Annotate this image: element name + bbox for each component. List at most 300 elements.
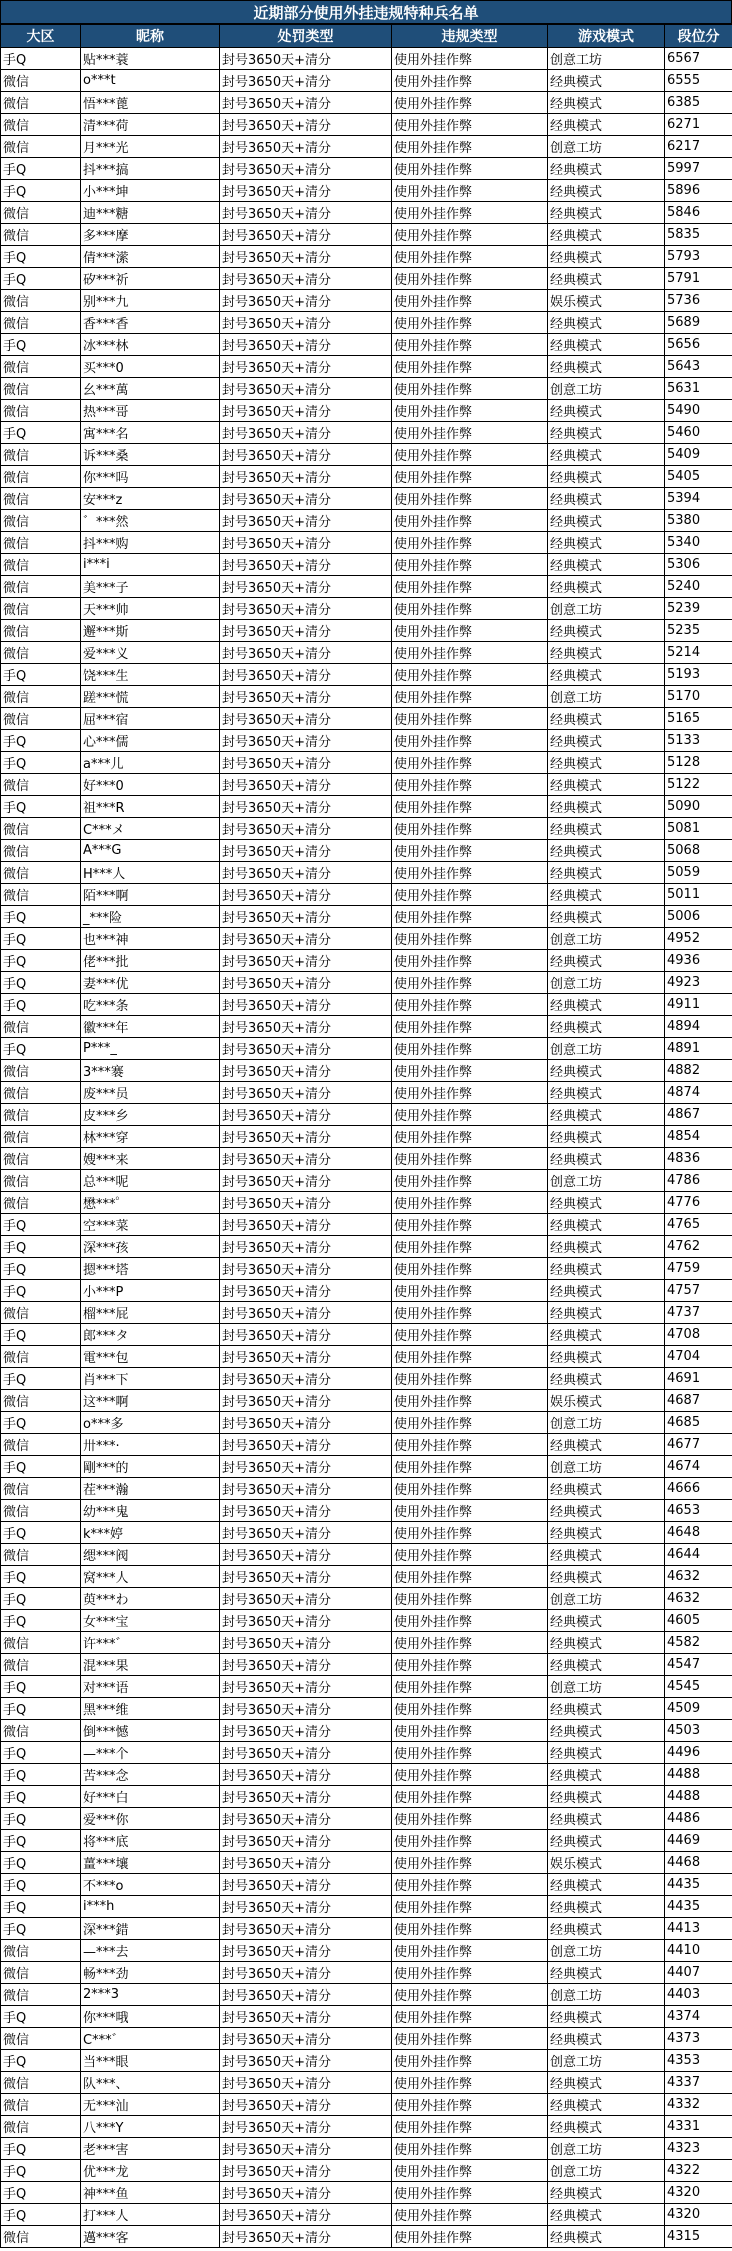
cell-violation: 使用外挂作弊 — [392, 576, 548, 598]
cell-violation: 使用外挂作弊 — [392, 1412, 548, 1434]
cell-score: 4708 — [665, 1324, 732, 1346]
cell-region: 手Q — [1, 2138, 81, 2160]
cell-mode: 创意工坊 — [548, 1588, 665, 1610]
cell-nickname: 小***P — [81, 1280, 220, 1302]
table-row — [1, 1324, 732, 1346]
cell-mode: 创意工坊 — [548, 378, 665, 400]
cell-score: 5835 — [665, 224, 732, 246]
cell-nickname: 幺***萬 — [81, 378, 220, 400]
cell-penalty: 封号3650天+清分 — [220, 1346, 392, 1368]
cell-region: 手Q — [1, 1566, 81, 1588]
table-row — [1, 1192, 732, 1214]
cell-nickname: 抖***搞 — [81, 158, 220, 180]
table-row — [1, 422, 732, 444]
cell-score: 4323 — [665, 2138, 732, 2160]
cell-score: 4320 — [665, 2204, 732, 2226]
cell-region: 微信 — [1, 2094, 81, 2116]
cell-nickname: 2***3 — [81, 1984, 220, 2006]
cell-region: 手Q — [1, 752, 81, 774]
cell-penalty: 封号3650天+清分 — [220, 1478, 392, 1500]
table-row — [1, 1148, 732, 1170]
cell-violation: 使用外挂作弊 — [392, 400, 548, 422]
cell-nickname: 打***人 — [81, 2204, 220, 2226]
cell-region: 手Q — [1, 994, 81, 1016]
cell-nickname: 迪***糖 — [81, 202, 220, 224]
cell-nickname: 清***荷 — [81, 114, 220, 136]
cell-score: 4486 — [665, 1808, 732, 1830]
table-row — [1, 1104, 732, 1126]
cell-score: 5006 — [665, 906, 732, 928]
cell-mode: 经典模式 — [548, 1742, 665, 1764]
cell-mode: 经典模式 — [548, 1808, 665, 1830]
cell-nickname: o***t — [81, 70, 220, 92]
cell-violation: 使用外挂作弊 — [392, 1522, 548, 1544]
cell-mode: 经典模式 — [548, 1786, 665, 1808]
cell-nickname: 好***白 — [81, 1786, 220, 1808]
cell-score: 5409 — [665, 444, 732, 466]
cell-mode: 经典模式 — [548, 840, 665, 862]
cell-penalty: 封号3650天+清分 — [220, 1412, 392, 1434]
cell-score: 5240 — [665, 576, 732, 598]
cell-nickname: 也***神 — [81, 928, 220, 950]
cell-mode: 经典模式 — [548, 1324, 665, 1346]
cell-nickname: 幼***鬼 — [81, 1500, 220, 1522]
cell-penalty: 封号3650天+清分 — [220, 862, 392, 884]
cell-mode: 经典模式 — [548, 1302, 665, 1324]
cell-mode: 创意工坊 — [548, 2050, 665, 2072]
cell-violation: 使用外挂作弊 — [392, 180, 548, 202]
cell-score: 6271 — [665, 114, 732, 136]
cell-violation: 使用外挂作弊 — [392, 928, 548, 950]
cell-penalty: 封号3650天+清分 — [220, 1192, 392, 1214]
cell-score: 5631 — [665, 378, 732, 400]
cell-mode: 经典模式 — [548, 2116, 665, 2138]
table-row — [1, 994, 732, 1016]
cell-nickname: 卅***· — [81, 1434, 220, 1456]
cell-violation: 使用外挂作弊 — [392, 2028, 548, 2050]
cell-penalty: 封号3650天+清分 — [220, 576, 392, 598]
cell-nickname: 深***錯 — [81, 1918, 220, 1940]
cell-mode: 经典模式 — [548, 818, 665, 840]
table-row — [1, 1742, 732, 1764]
table-body — [1, 48, 732, 2248]
table-row — [1, 2050, 732, 2072]
cell-mode: 经典模式 — [548, 1258, 665, 1280]
cell-violation: 使用外挂作弊 — [392, 1148, 548, 1170]
cell-penalty: 封号3650天+清分 — [220, 554, 392, 576]
cell-penalty: 封号3650天+清分 — [220, 1984, 392, 2006]
cell-mode: 创意工坊 — [548, 1984, 665, 2006]
table-row — [1, 1676, 732, 1698]
cell-nickname: 小***坤 — [81, 180, 220, 202]
table-row — [1, 356, 732, 378]
cell-mode: 经典模式 — [548, 1060, 665, 1082]
cell-score: 5165 — [665, 708, 732, 730]
cell-score: 4674 — [665, 1456, 732, 1478]
table-row — [1, 818, 732, 840]
cell-nickname: 废***员 — [81, 1082, 220, 1104]
cell-violation: 使用外挂作弊 — [392, 1896, 548, 1918]
cell-mode: 经典模式 — [548, 1434, 665, 1456]
cell-score: 5193 — [665, 664, 732, 686]
cell-penalty: 封号3650天+清分 — [220, 488, 392, 510]
table-row — [1, 488, 732, 510]
table-row — [1, 1698, 732, 1720]
cell-region: 微信 — [1, 532, 81, 554]
cell-mode: 创意工坊 — [548, 48, 665, 70]
cell-violation: 使用外挂作弊 — [392, 708, 548, 730]
cell-violation: 使用外挂作弊 — [392, 1852, 548, 1874]
cell-region: 手Q — [1, 158, 81, 180]
header-violation: 违规类型 — [392, 25, 548, 48]
cell-region: 手Q — [1, 1214, 81, 1236]
table-row — [1, 158, 732, 180]
cell-nickname: C***メ — [81, 818, 220, 840]
cell-region: 微信 — [1, 576, 81, 598]
cell-region: 手Q — [1, 1764, 81, 1786]
cell-region: 微信 — [1, 1126, 81, 1148]
cell-violation: 使用外挂作弊 — [392, 1654, 548, 1676]
cell-penalty: 封号3650天+清分 — [220, 1126, 392, 1148]
cell-score: 5239 — [665, 598, 732, 620]
cell-penalty: 封号3650天+清分 — [220, 1544, 392, 1566]
cell-region: 微信 — [1, 510, 81, 532]
cell-region: 手Q — [1, 1368, 81, 1390]
cell-nickname: 吃***条 — [81, 994, 220, 1016]
cell-penalty: 封号3650天+清分 — [220, 48, 392, 70]
cell-region: 手Q — [1, 48, 81, 70]
cell-score: 4373 — [665, 2028, 732, 2050]
cell-nickname: 心***儒 — [81, 730, 220, 752]
cell-nickname: 冰***林 — [81, 334, 220, 356]
cell-nickname: 窝***人 — [81, 1566, 220, 1588]
cell-violation: 使用外挂作弊 — [392, 1038, 548, 1060]
cell-nickname: 林***穿 — [81, 1126, 220, 1148]
cell-violation: 使用外挂作弊 — [392, 1258, 548, 1280]
cell-violation: 使用外挂作弊 — [392, 202, 548, 224]
cell-violation: 使用外挂作弊 — [392, 642, 548, 664]
cell-nickname: C***゛ — [81, 2028, 220, 2050]
cell-penalty: 封号3650天+清分 — [220, 334, 392, 356]
cell-violation: 使用外挂作弊 — [392, 2138, 548, 2160]
cell-nickname: ゛***然 — [81, 510, 220, 532]
cell-region: 手Q — [1, 1830, 81, 1852]
cell-region: 微信 — [1, 1984, 81, 2006]
cell-score: 4509 — [665, 1698, 732, 1720]
table-row — [1, 1346, 732, 1368]
cell-violation: 使用外挂作弊 — [392, 1566, 548, 1588]
cell-mode: 经典模式 — [548, 334, 665, 356]
cell-score: 5059 — [665, 862, 732, 884]
cell-region: 手Q — [1, 1324, 81, 1346]
cell-score: 4737 — [665, 1302, 732, 1324]
cell-violation: 使用外挂作弊 — [392, 1082, 548, 1104]
cell-mode: 经典模式 — [548, 1126, 665, 1148]
table-row — [1, 48, 732, 70]
cell-region: 微信 — [1, 1104, 81, 1126]
cell-nickname: 邁***客 — [81, 2226, 220, 2248]
cell-mode: 经典模式 — [548, 1918, 665, 1940]
cell-penalty: 封号3650天+清分 — [220, 1962, 392, 1984]
cell-mode: 经典模式 — [548, 510, 665, 532]
table-row — [1, 2160, 732, 2182]
cell-score: 5133 — [665, 730, 732, 752]
cell-score: 4648 — [665, 1522, 732, 1544]
cell-mode: 经典模式 — [548, 1830, 665, 1852]
cell-violation: 使用外挂作弊 — [392, 1962, 548, 1984]
cell-mode: 经典模式 — [548, 884, 665, 906]
cell-score: 4923 — [665, 972, 732, 994]
cell-mode: 经典模式 — [548, 576, 665, 598]
table-row — [1, 2138, 732, 2160]
table-row — [1, 1456, 732, 1478]
cell-penalty: 封号3650天+清分 — [220, 1852, 392, 1874]
cell-violation: 使用外挂作弊 — [392, 246, 548, 268]
cell-nickname: 倩***潆 — [81, 246, 220, 268]
cell-mode: 经典模式 — [548, 1896, 665, 1918]
cell-penalty: 封号3650天+清分 — [220, 378, 392, 400]
cell-penalty: 封号3650天+清分 — [220, 1214, 392, 1236]
cell-penalty: 封号3650天+清分 — [220, 1500, 392, 1522]
cell-mode: 经典模式 — [548, 488, 665, 510]
cell-violation: 使用外挂作弊 — [392, 774, 548, 796]
cell-score: 4704 — [665, 1346, 732, 1368]
cell-nickname: 饶***生 — [81, 664, 220, 686]
cell-penalty: 封号3650天+清分 — [220, 664, 392, 686]
table-row — [1, 1544, 732, 1566]
cell-nickname: 抖***购 — [81, 532, 220, 554]
cell-violation: 使用外挂作弊 — [392, 1500, 548, 1522]
cell-region: 手Q — [1, 796, 81, 818]
table-row — [1, 1896, 732, 1918]
table-row — [1, 334, 732, 356]
cell-nickname: 電***包 — [81, 1346, 220, 1368]
cell-nickname: i***i — [81, 554, 220, 576]
cell-nickname: a***儿 — [81, 752, 220, 774]
cell-mode: 经典模式 — [548, 70, 665, 92]
cell-score: 5235 — [665, 620, 732, 642]
cell-mode: 经典模式 — [548, 774, 665, 796]
cell-penalty: 封号3650天+清分 — [220, 1654, 392, 1676]
cell-violation: 使用外挂作弊 — [392, 2204, 548, 2226]
cell-penalty: 封号3650天+清分 — [220, 2138, 392, 2160]
cell-violation: 使用外挂作弊 — [392, 48, 548, 70]
cell-penalty: 封号3650天+清分 — [220, 290, 392, 312]
cell-region: 手Q — [1, 1698, 81, 1720]
table-row — [1, 2204, 732, 2226]
cell-mode: 经典模式 — [548, 1214, 665, 1236]
cell-score: 5791 — [665, 268, 732, 290]
cell-mode: 经典模式 — [548, 2226, 665, 2248]
cell-penalty: 封号3650天+清分 — [220, 1148, 392, 1170]
cell-penalty: 封号3650天+清分 — [220, 1258, 392, 1280]
cell-penalty: 封号3650天+清分 — [220, 1522, 392, 1544]
cell-region: 手Q — [1, 2050, 81, 2072]
cell-score: 5011 — [665, 884, 732, 906]
cell-region: 微信 — [1, 290, 81, 312]
cell-violation: 使用外挂作弊 — [392, 1236, 548, 1258]
cell-score: 4545 — [665, 1676, 732, 1698]
cell-region: 微信 — [1, 1170, 81, 1192]
cell-mode: 经典模式 — [548, 1478, 665, 1500]
table-row — [1, 554, 732, 576]
cell-violation: 使用外挂作弊 — [392, 818, 548, 840]
table-row — [1, 840, 732, 862]
table-row — [1, 1610, 732, 1632]
cell-nickname: 贴***蓑 — [81, 48, 220, 70]
cell-penalty: 封号3650天+清分 — [220, 466, 392, 488]
table-row — [1, 290, 732, 312]
cell-nickname: 妻***优 — [81, 972, 220, 994]
cell-mode: 经典模式 — [548, 554, 665, 576]
cell-region: 微信 — [1, 2072, 81, 2094]
cell-nickname: 老***害 — [81, 2138, 220, 2160]
table-row — [1, 224, 732, 246]
cell-region: 微信 — [1, 1016, 81, 1038]
cell-score: 4891 — [665, 1038, 732, 1060]
cell-nickname: 总***呢 — [81, 1170, 220, 1192]
cell-region: 微信 — [1, 708, 81, 730]
cell-region: 微信 — [1, 488, 81, 510]
cell-score: 4469 — [665, 1830, 732, 1852]
table-row — [1, 202, 732, 224]
cell-score: 4488 — [665, 1764, 732, 1786]
cell-penalty: 封号3650天+清分 — [220, 708, 392, 730]
cell-region: 手Q — [1, 1874, 81, 1896]
cell-mode: 创意工坊 — [548, 928, 665, 950]
cell-score: 4854 — [665, 1126, 732, 1148]
cell-region: 微信 — [1, 1632, 81, 1654]
cell-score: 4315 — [665, 2226, 732, 2248]
cell-violation: 使用外挂作弊 — [392, 1456, 548, 1478]
cell-mode: 经典模式 — [548, 1368, 665, 1390]
cell-score: 4605 — [665, 1610, 732, 1632]
cell-violation: 使用外挂作弊 — [392, 1346, 548, 1368]
cell-penalty: 封号3650天+清分 — [220, 422, 392, 444]
table-row — [1, 1830, 732, 1852]
cell-region: 微信 — [1, 1060, 81, 1082]
cell-violation: 使用外挂作弊 — [392, 1434, 548, 1456]
table-row — [1, 884, 732, 906]
cell-score: 4435 — [665, 1874, 732, 1896]
cell-mode: 经典模式 — [548, 1544, 665, 1566]
cell-score: 5689 — [665, 312, 732, 334]
cell-region: 手Q — [1, 1786, 81, 1808]
cell-penalty: 封号3650天+清分 — [220, 400, 392, 422]
cell-penalty: 封号3650天+清分 — [220, 1676, 392, 1698]
cell-violation: 使用外挂作弊 — [392, 312, 548, 334]
cell-region: 微信 — [1, 774, 81, 796]
cell-penalty: 封号3650天+清分 — [220, 620, 392, 642]
cell-penalty: 封号3650天+清分 — [220, 1434, 392, 1456]
cell-region: 手Q — [1, 1038, 81, 1060]
cell-score: 4757 — [665, 1280, 732, 1302]
cell-violation: 使用外挂作弊 — [392, 2116, 548, 2138]
cell-violation: 使用外挂作弊 — [392, 1632, 548, 1654]
cell-nickname: 爱***你 — [81, 1808, 220, 1830]
cell-region: 微信 — [1, 400, 81, 422]
cell-region: 微信 — [1, 1544, 81, 1566]
cell-penalty: 封号3650天+清分 — [220, 994, 392, 1016]
cell-nickname: 祖***R — [81, 796, 220, 818]
cell-violation: 使用外挂作弊 — [392, 1610, 548, 1632]
cell-score: 4836 — [665, 1148, 732, 1170]
cell-mode: 经典模式 — [548, 1280, 665, 1302]
cell-mode: 经典模式 — [548, 158, 665, 180]
cell-penalty: 封号3650天+清分 — [220, 1786, 392, 1808]
cell-penalty: 封号3650天+清分 — [220, 1720, 392, 1742]
table-row — [1, 796, 732, 818]
cell-score: 5122 — [665, 774, 732, 796]
table-row — [1, 1214, 732, 1236]
ban-list-table — [0, 24, 732, 2248]
cell-violation: 使用外挂作弊 — [392, 664, 548, 686]
table-row — [1, 400, 732, 422]
cell-score: 4374 — [665, 2006, 732, 2028]
cell-violation: 使用外挂作弊 — [392, 1104, 548, 1126]
cell-violation: 使用外挂作弊 — [392, 796, 548, 818]
cell-nickname: 萸***わ — [81, 1588, 220, 1610]
cell-nickname: A***G — [81, 840, 220, 862]
cell-score: 6567 — [665, 48, 732, 70]
cell-violation: 使用外挂作弊 — [392, 2050, 548, 2072]
cell-score: 5405 — [665, 466, 732, 488]
table-row — [1, 1984, 732, 2006]
cell-score: 4874 — [665, 1082, 732, 1104]
cell-nickname: 倒***憾 — [81, 1720, 220, 1742]
cell-score: 5306 — [665, 554, 732, 576]
cell-region: 微信 — [1, 1500, 81, 1522]
cell-violation: 使用外挂作弊 — [392, 92, 548, 114]
cell-penalty: 封号3650天+清分 — [220, 1698, 392, 1720]
cell-score: 4496 — [665, 1742, 732, 1764]
cell-mode: 经典模式 — [548, 92, 665, 114]
cell-penalty: 封号3650天+清分 — [220, 158, 392, 180]
cell-mode: 经典模式 — [548, 1082, 665, 1104]
cell-nickname: 当***眼 — [81, 2050, 220, 2072]
cell-nickname: 八***Y — [81, 2116, 220, 2138]
cell-mode: 经典模式 — [548, 2072, 665, 2094]
cell-mode: 经典模式 — [548, 180, 665, 202]
cell-penalty: 封号3650天+清分 — [220, 92, 392, 114]
cell-region: 微信 — [1, 2028, 81, 2050]
cell-penalty: 封号3650天+清分 — [220, 1104, 392, 1126]
cell-nickname: 苦***念 — [81, 1764, 220, 1786]
cell-score: 4413 — [665, 1918, 732, 1940]
cell-nickname: 肖***下 — [81, 1368, 220, 1390]
cell-nickname: 神***鱼 — [81, 2182, 220, 2204]
cell-violation: 使用外挂作弊 — [392, 1324, 548, 1346]
cell-score: 6555 — [665, 70, 732, 92]
cell-penalty: 封号3650天+清分 — [220, 642, 392, 664]
cell-region: 微信 — [1, 642, 81, 664]
cell-mode: 经典模式 — [548, 2094, 665, 2116]
cell-score: 5793 — [665, 246, 732, 268]
cell-violation: 使用外挂作弊 — [392, 158, 548, 180]
cell-violation: 使用外挂作弊 — [392, 598, 548, 620]
table-row — [1, 1720, 732, 1742]
table-row — [1, 1566, 732, 1588]
cell-mode: 娱乐模式 — [548, 1390, 665, 1412]
cell-nickname: k***婷 — [81, 1522, 220, 1544]
cell-nickname: 诉***桑 — [81, 444, 220, 466]
cell-nickname: 别***九 — [81, 290, 220, 312]
cell-penalty: 封号3650天+清分 — [220, 1588, 392, 1610]
table-row — [1, 2182, 732, 2204]
cell-score: 4776 — [665, 1192, 732, 1214]
cell-region: 微信 — [1, 554, 81, 576]
cell-region: 微信 — [1, 312, 81, 334]
